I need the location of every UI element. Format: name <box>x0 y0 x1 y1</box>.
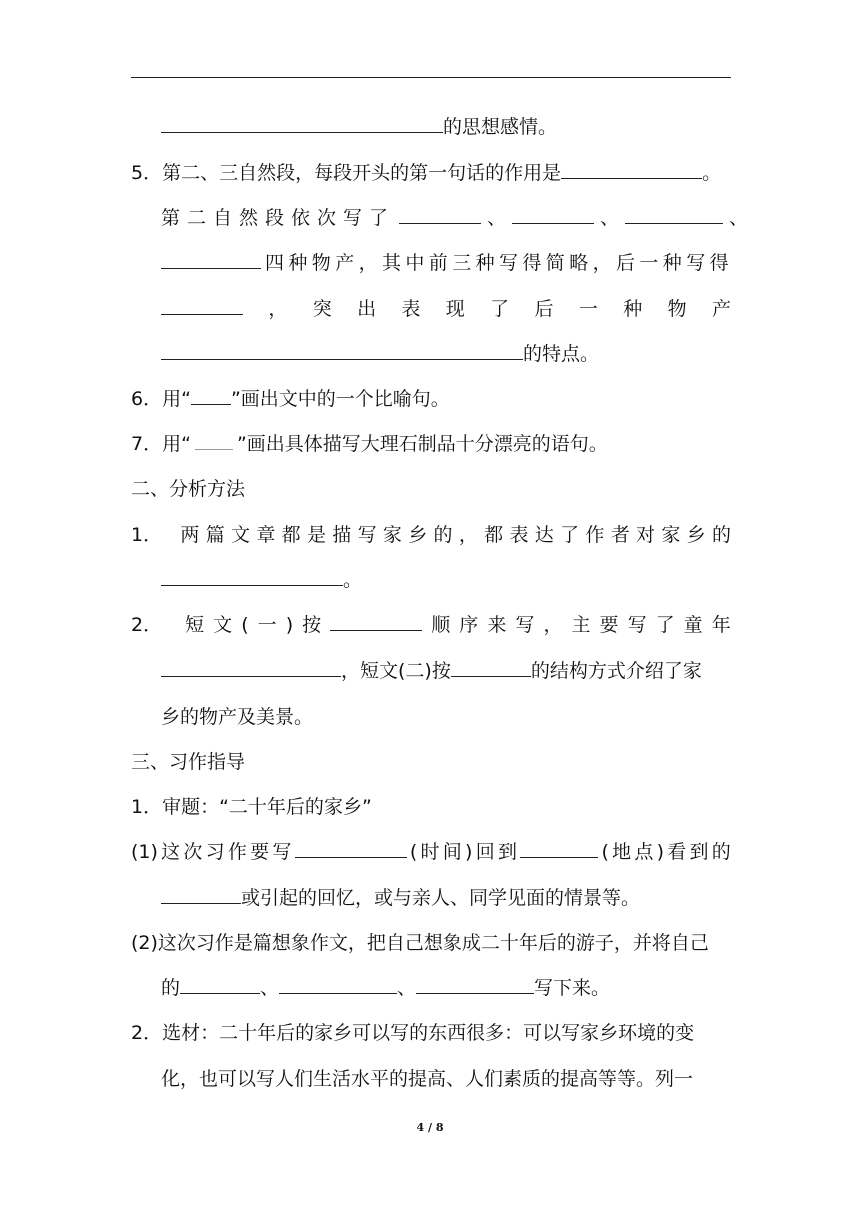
answer-blank[interactable] <box>161 110 443 133</box>
q5-line-5: 的特点。 <box>161 337 731 371</box>
q5-line-4: ， 突 出 表 现 了 后 一 种 物 产 <box>161 292 731 326</box>
answer-blank[interactable] <box>295 835 407 858</box>
answer-blank[interactable] <box>561 156 702 179</box>
answer-blank[interactable] <box>512 201 594 224</box>
question-number: 6． <box>131 388 163 410</box>
q7-line: 7．用“ ”画出具体描写大理石制品十分漂亮的语句。 <box>131 427 731 461</box>
question-number: 7． <box>131 433 163 455</box>
s3-p1-line-2: 或引起的回忆，或与亲人、同学见面的情景等。 <box>161 881 731 915</box>
s2-q2-line-3: 乡的物产及美景。 <box>161 706 314 728</box>
answer-blank[interactable] <box>416 971 534 994</box>
question-number: 2． <box>131 1022 163 1044</box>
answer-blank[interactable] <box>399 201 481 224</box>
question-number: 5． <box>131 162 163 184</box>
q6-line: 6．用“ ”画出文中的一个比喻句。 <box>131 382 731 416</box>
question-number: 1． <box>131 796 163 818</box>
q5-line-2: 第二自然段依次写了 、 、 、 <box>161 201 731 235</box>
answer-blank[interactable] <box>161 563 343 586</box>
s3-q1-line: 1．审题：“二十年后的家乡” <box>131 796 372 818</box>
straight-underline-symbol <box>191 383 231 405</box>
answer-blank[interactable] <box>161 337 523 360</box>
answer-blank[interactable] <box>161 881 241 904</box>
q5-line-3: 四种物产，其中前三种写得简略，后一种写得 <box>161 246 731 280</box>
s2-q2-line-1: 2． 短 文 ( 一 ) 按 顺 序 来 写 ， 主 要 写 了 童 年 <box>131 608 731 642</box>
s3-p2-line-2: 的 、 、 写下来。 <box>161 971 731 1005</box>
s2-q2-line-2: ，短文(二)按 的结构方式介绍了家 <box>161 654 731 688</box>
page-number: 4 / 8 <box>416 1121 444 1134</box>
answer-blank[interactable] <box>451 654 531 677</box>
s3-q2-line-1: 2．选材：二十年后的家乡可以写的东西很多：可以写家乡环境的变 <box>131 1022 695 1044</box>
s2-q1-line-1: 1． 两 篇 文 章 都 是 描 写 家 乡 的 ， 都 表 达 了 作 者 对 家 乡 的 <box>131 518 731 552</box>
question-number: 1． <box>131 524 163 546</box>
answer-blank[interactable] <box>161 292 243 315</box>
answer-blank[interactable] <box>161 246 261 269</box>
answer-blank[interactable] <box>161 654 341 677</box>
answer-blank[interactable] <box>625 201 723 224</box>
s3-q2-line-2: 化，也可以写人们生活水平的提高、人们素质的提高等等。列一 <box>161 1068 694 1090</box>
q4-tail-line: 的思想感情。 <box>161 110 731 144</box>
answer-blank[interactable] <box>180 971 260 994</box>
answer-blank[interactable] <box>520 835 598 858</box>
answer-blank[interactable] <box>330 608 422 631</box>
s3-p2-line-1: (2)这次习作是篇想象作文，把自己想象成二十年后的游子，并将自己 <box>131 932 709 954</box>
header-rule <box>131 77 731 78</box>
section-3-heading: 三、习作指导 <box>131 751 246 773</box>
question-number: 2． <box>131 614 163 636</box>
s2-q1-line-2: 。 <box>161 563 731 597</box>
section-2-heading: 二、分析方法 <box>131 478 246 500</box>
s3-p1-line-1: (1) 这 次 习 作 要 写 ( 时 间 ) 回 到 ( 地 点 ) 看 到 的 <box>131 835 731 869</box>
answer-blank[interactable] <box>279 971 397 994</box>
wavy-underline-symbol <box>195 428 233 450</box>
q5-line-1: 5．第二、三自然段，每段开头的第一句话的作用是 。 <box>131 156 731 190</box>
